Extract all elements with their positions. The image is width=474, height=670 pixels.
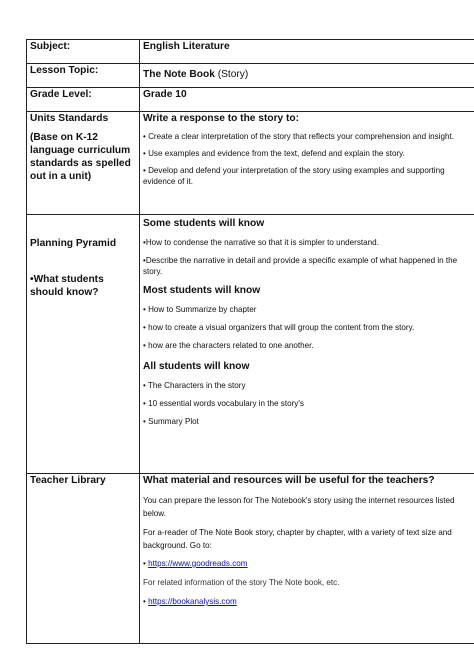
some-item: •Describe the narrative in detail and provide a specific example of what happened in the story. xyxy=(143,256,458,276)
most-item: • How to Summarize by chapter xyxy=(143,305,257,314)
lesson-plan-table xyxy=(26,39,474,644)
units-item: • Develop and defend your interpretation of the story using examples and supporting evidence of it. xyxy=(143,166,445,186)
all-item: • The Characters in the story xyxy=(143,381,246,390)
all-item: • Summary Plot xyxy=(143,417,199,426)
all-item: • 10 essential words vocabulary in the story's xyxy=(143,399,304,408)
topic-row xyxy=(27,64,474,88)
planning-sublabel: •What students should know? xyxy=(30,274,104,298)
library-label: Teacher Library xyxy=(30,475,106,486)
link-bullet: • xyxy=(143,559,149,568)
subject-value: English Literature xyxy=(140,40,474,64)
bookanalysis-link[interactable]: https://bookanalysis.com xyxy=(148,597,237,606)
library-link-item xyxy=(143,558,474,569)
library-row xyxy=(27,474,474,644)
grade-value: Grade 10 xyxy=(140,88,474,112)
units-label-cell xyxy=(27,112,140,215)
subject-label: Subject: xyxy=(27,40,140,64)
units-content xyxy=(140,112,474,215)
library-para2: For a-reader of The Note Book story, chapter by chapter, with a variety of text size and background. Go to: xyxy=(143,528,452,550)
most-item: • how to create a visual organizers that will group the content from the story. xyxy=(143,323,415,332)
goodreads-link[interactable]: https://www.goodreads.com xyxy=(148,559,248,568)
units-heading: Write a response to the story to: xyxy=(143,113,300,124)
grade-row xyxy=(27,88,474,112)
planning-label: Planning Pyramid xyxy=(30,238,117,249)
topic-label: Lesson Topic: xyxy=(27,64,140,88)
most-item: • how are the characters related to one another. xyxy=(143,341,314,350)
subject-row xyxy=(27,40,474,64)
some-heading: Some students will know xyxy=(143,218,265,229)
planning-row xyxy=(27,215,474,474)
grade-label: Grade Level: xyxy=(27,88,140,112)
some-item: •How to condense the narrative so that it is simpler to understand. xyxy=(143,238,379,247)
library-para3: For related information of the story The Note book, etc. xyxy=(143,578,340,587)
link-bullet: • xyxy=(143,597,149,606)
units-row xyxy=(27,112,474,215)
most-heading: Most students will know xyxy=(143,285,261,296)
units-item: • Use examples and evidence from the text, defend and explain the story. xyxy=(143,149,405,158)
planning-label-cell xyxy=(27,215,140,474)
library-para1: You can prepare the lesson for The Notebook's story using the internet resources listed below. xyxy=(143,496,455,518)
units-sublabel: (Base on K-12 language curriculum standards as spelled out in a unit) xyxy=(30,132,131,182)
planning-content xyxy=(140,215,474,474)
library-link-item xyxy=(143,596,474,607)
units-label: Units Standards xyxy=(30,113,109,124)
all-heading: All students will know xyxy=(143,361,250,372)
library-label-cell xyxy=(27,474,140,644)
topic-value xyxy=(140,64,474,88)
library-heading: What material and resources will be useful for the teachers? xyxy=(143,475,435,486)
topic-title: The Note Book xyxy=(143,69,215,80)
topic-type: (Story) xyxy=(214,69,249,80)
units-item: • Create a clear interpretation of the story that reflects your comprehension and insight. xyxy=(143,132,455,141)
library-content xyxy=(140,474,474,644)
